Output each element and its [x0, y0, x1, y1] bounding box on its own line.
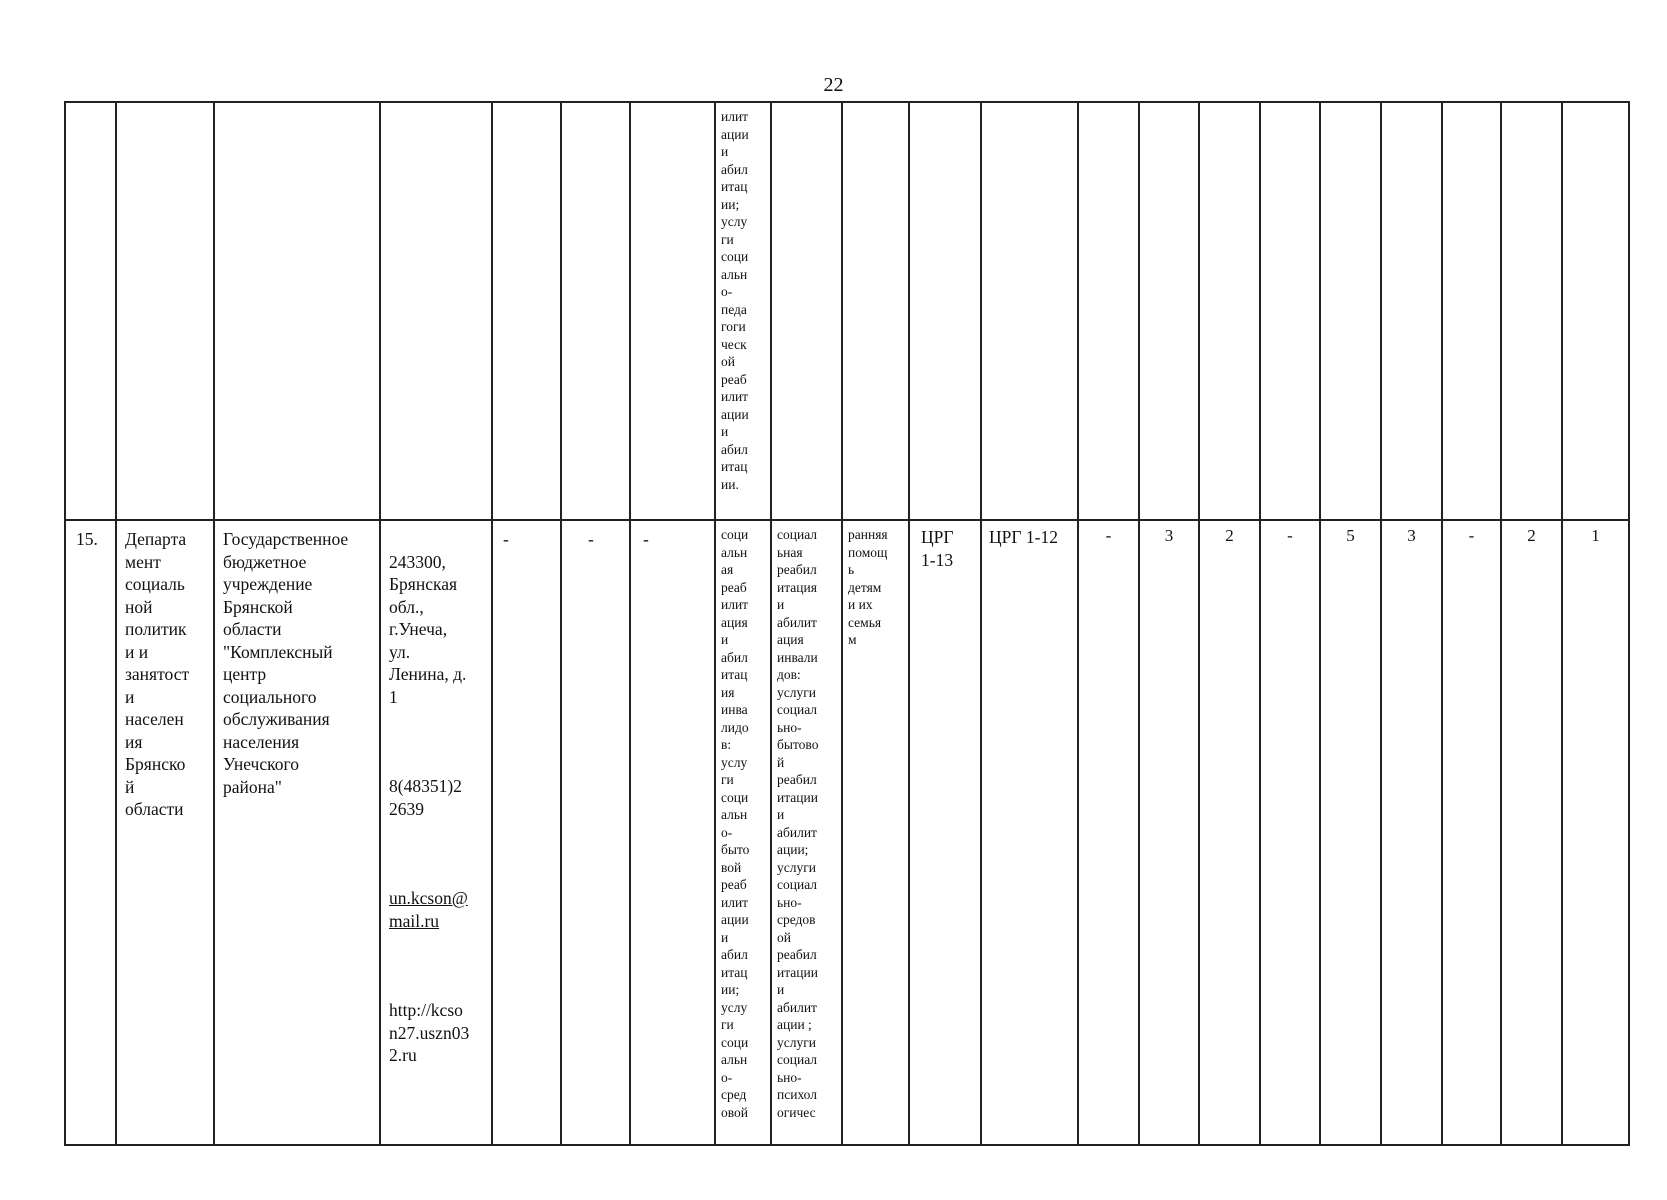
- value-cell: 2: [1225, 526, 1234, 545]
- col-border: [1138, 101, 1140, 1146]
- value-cell: 5: [1346, 526, 1355, 545]
- value-cell: -: [1468, 526, 1475, 545]
- email-link[interactable]: un.kcson@ mail.ru: [389, 888, 468, 931]
- col-border: [64, 101, 66, 1146]
- contacts-cell: [381, 522, 491, 1142]
- col-border: [1441, 101, 1443, 1146]
- crg-range-cell: ЦРГ 1-12: [989, 527, 1058, 547]
- col-border: [1628, 101, 1630, 1146]
- value-cell: 1: [1591, 526, 1600, 545]
- department-cell: Департа мент социаль ной политик и и занятост и населен ия Брянско й области: [125, 529, 190, 819]
- crg-cell: ЦРГ 1-13: [921, 527, 954, 570]
- col-border: [1198, 101, 1200, 1146]
- col-border: [1561, 101, 1563, 1146]
- table-top-border: [64, 101, 1630, 103]
- col-border: [1500, 101, 1502, 1146]
- website-link[interactable]: http://kcso n27.uszn03 2.ru: [389, 1000, 470, 1065]
- col-border: [629, 101, 631, 1146]
- value-cell: 2: [1527, 526, 1536, 545]
- value-cell: 3: [1407, 526, 1416, 545]
- value-cell: 3: [1164, 526, 1174, 545]
- table-bottom-border: [64, 1144, 1630, 1146]
- dash-cell: -: [643, 529, 649, 549]
- dash-cell: -: [588, 529, 594, 549]
- col-border: [1380, 101, 1382, 1146]
- dash-cell: -: [503, 529, 509, 549]
- row-divider: [64, 519, 1630, 521]
- row-index: 15.: [76, 529, 98, 549]
- services-cell: соци альн ая реаб илит ация и абил итац ия инва лидо в: услу ги соци альн о- быто вой реаб илит ации и абил итац ии; услу ги соци альн о- сред овой: [721, 527, 750, 1120]
- col-border: [1259, 101, 1261, 1146]
- organization-cell: Государственное бюджетное учреждение Брянской области "Комплексный центр социального обслуживания населения Унечского района": [223, 529, 349, 797]
- page-number: 22: [823, 74, 844, 96]
- col-border: [1077, 101, 1079, 1146]
- col-border: [1319, 101, 1321, 1146]
- value-cell: -: [1105, 526, 1112, 545]
- address-text: 243300, Брянская обл., г.Унеча, ул. Ленина, д. 1: [389, 551, 467, 707]
- services-detail-cell: социал ьная реабил итация и абилит ация инвали дов: услуги социал ьно- бытово й реабил итации и абилит ации; услуги социал ьно- средов ой реабил итации и абилит ации ; услуги социал ьно- психол огичес: [777, 527, 819, 1120]
- early-help-cell: ранняя помощ ь детям и их семья м: [848, 527, 888, 647]
- col-border: [491, 101, 493, 1146]
- continued-services-cell: илит ации и абил итац ии; услу ги соци альн о- педа гоги ческ ой реаб илит ации и абил итац ии.: [721, 109, 749, 492]
- col-border: [560, 101, 562, 1146]
- value-cell: -: [1287, 526, 1293, 545]
- phone-text: 8(48351)2 2639: [389, 776, 462, 819]
